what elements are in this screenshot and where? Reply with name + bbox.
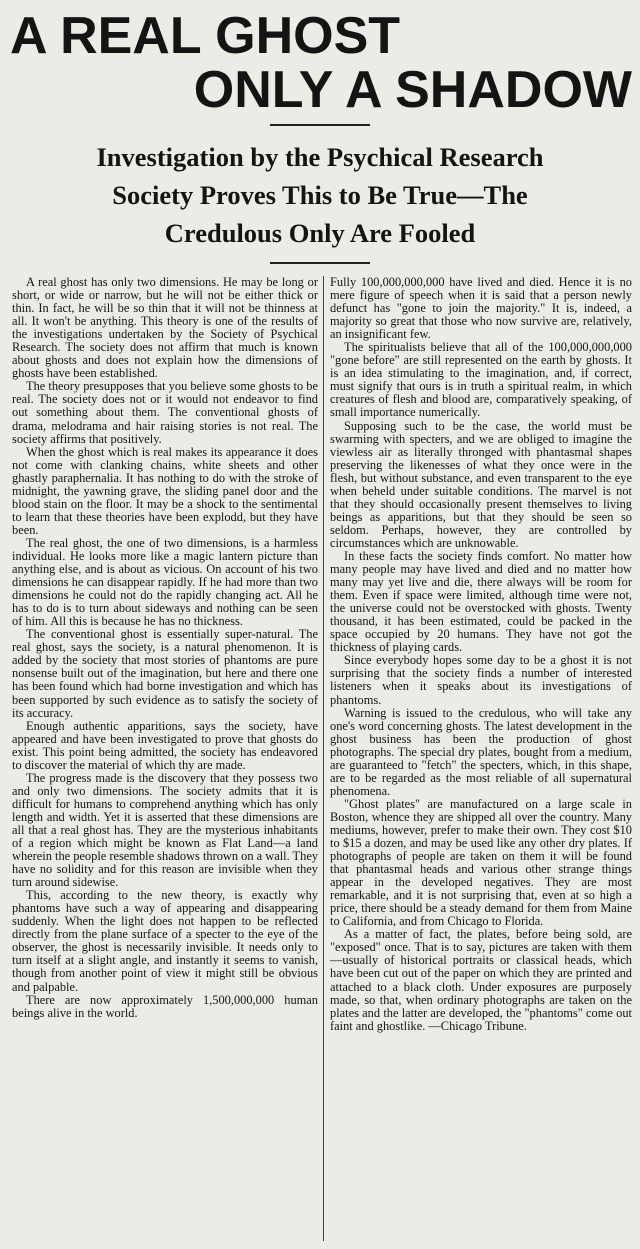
paragraph: Fully 100,000,000,000 have lived and died. Hence it is no mere figure of speech when it is said that a person newly defunct has "gone to join the majority." It is, indeed, a majority so great that those who now survive are, relatively, an insignificant few. xyxy=(330,275,632,342)
paragraph: Supposing such to be the case, the world must be swarming with specters, and we are obliged to imagine the viewless air as literally thronged with phantasmal shapes preserving the likenesses of what they once were in the flesh, but without substance, and even transparent to the eye when beheld under suitable conditions. The marvel is not that they should occasionally present themselves to living beings as apparitions, but that they should be seen so seldom. Perhaps, however, they are controlled by circumstances which are unknowable. xyxy=(330,418,632,550)
article-column-left xyxy=(12,276,318,1020)
paragraph: Warning is issued to the credulous, who will take any one's word concerning ghosts. The latest development in the ghost business has been the production of ghost photographs. The special dry plates, bought from a medium, are guaranteed to "fetch" the specters, which, in this shape, are to be regarded as the most reliable of all supernatural phenomena. xyxy=(330,705,632,798)
paragraph: Since everybody hopes some day to be a ghost it is not surprising that the society finds a number of interested listeners when it speaks about its investigations of phantoms. xyxy=(330,653,632,707)
subheadline-line-1: Investigation by the Psychical Research xyxy=(96,142,544,172)
headline-line-1: A REAL GHOST xyxy=(10,7,401,65)
headline-divider xyxy=(270,124,370,126)
subheadline-line-3: Credulous Only Are Fooled xyxy=(164,218,476,248)
paragraph: In these facts the society finds comfort. No matter how many people may have lived and died and no matter how many may yet live and die, there always will be room for them. Even if space were limited, although time were not, the universe could not be overstocked with ghosts. Twenty thousand, it has been estimated, could be packed in the space occupied by 20 humans. They have not got the thickness of playing cards. xyxy=(330,548,632,655)
paragraph: Enough authentic apparitions, says the society, have appeared and have been investigated to prove that ghosts do exist. This point being admitted, the society has endeavored to discover the material of which thy are made. xyxy=(12,718,318,772)
paragraph: This, according to the new theory, is exactly why phantoms have such a way of appearing and disappearing suddenly. When the light does not happen to be reflected directly from the plane surface of a specter to the eye of the observer, the ghost is necessarily invisible. It needs only to turn itself at a slight angle, and instantly it seems to vanish, though from another point of view it might still be obvious and palpable. xyxy=(12,888,318,994)
subheadline xyxy=(0,138,640,252)
paragraph: The real ghost, the one of two dimensions, is a harmless individual. He looks more like a magic lantern picture than anything else, and is about as vicious. On account of his two dimensions he can disappear rapidly. If he had more than two dimensions he could not do the rapidly changing act. All he has to do is to turn about sideways and nothing can be seen of him. All this is because he has no thickness. xyxy=(12,535,318,629)
paragraph: The progress made is the discovery that they possess two and only two dimensions. The society admits that it is difficult for humans to comprehend anything which has only length and width. Yet it is asserted that these dimensions are all that a real ghost has. They are the mysterious inhabitants of a region which might be known as Flat Land—a land wherein the people resemble shadows thrown on a wall. They have no solidity and for this reason are invisible when they turn around sidewise. xyxy=(12,770,319,890)
subheadline-line-2: Society Proves This to Be True—The xyxy=(112,180,528,210)
paragraph: When the ghost which is real makes its appearance it does not come with clanking chains, white sheets and other ghastly paraphernalia. It has nothing to do with the stroke of midnight, the yawning grave, the sliding panel door and the blood stain on the floor. It may be a shock to the sentimental to learn that these theories have been explodd, but they have been. xyxy=(12,444,318,537)
column-divider xyxy=(323,276,324,1241)
paragraph: A real ghost has only two dimensions. He may be long or short, or wide or narrow, but he will not be either thick or thin. In fact, he will be so thin that it will not be thinness at all. It won't be anything. This theory is one of the results of the investigations undertaken by the Society of Psychical Research. The society does not affirm that much is known about ghosts and does not explain how the dimensions of ghosts have been established. xyxy=(12,275,318,381)
paragraph: The theory presupposes that you believe some ghosts to be real. The society does not or it would not endeavor to find out something about them. The conventional ghosts of drama, melodrama and hair raising stories is not real. The society affirms that positively. xyxy=(12,379,318,446)
paragraph: As a matter of fact, the plates, before being sold, are "exposed" once. That is to say, pictures are taken with them—usually of historical portraits or classical heads, which have been cut out of the paper on which they are printed and attached to a black cloth. Under exposures are purposely made, so that, when ordinary photographs are taken on the plates and the latter are developed, the "phantoms" come out faint and ghostlike. —Chicago Tribune. xyxy=(330,927,632,1033)
paragraph: There are now approximately 1,500,000,000 human beings alive in the world. xyxy=(12,992,318,1020)
paragraph: The spiritualists believe that all of the 100,000,000,000 "gone before" are still represented on the earth by ghosts. It is an idea stimulating to the imagination, and, if correct, must signify that ours is in truth a spiritual realm, in which creatures of flesh and blood are, comparatively speaking, of small importance numerically. xyxy=(330,340,632,420)
subheadline-divider xyxy=(270,262,370,264)
article-column-right xyxy=(330,276,632,1033)
paragraph: "Ghost plates" are manufactured on a large scale in Boston, whence they are shipped all over the country. Many mediums, however, prefer to make their own. They cost $10 to $15 a dozen, and may be used like any other dry plates. If photographs of people are taken on them it will be found that phantasmal heads and various other strange things appear in the developed negatives. They are most remarkable, and it is not surprising that, even at so high a price, there should be a steady demand for them from Maine to California, and from Chicago to Florida. xyxy=(330,796,632,929)
headline-line-2: ONLY A SHADOW xyxy=(193,61,632,119)
paragraph: The conventional ghost is essentially super-natural. The real ghost, says the society, is a natural phenomenon. It is added by the society that most stories of phantoms are pure nonsense built out of the imagination, but here and there one has been found which had borne investigation and which has been supported by such evidence as to satisfy the society of its accuracy. xyxy=(12,627,318,720)
